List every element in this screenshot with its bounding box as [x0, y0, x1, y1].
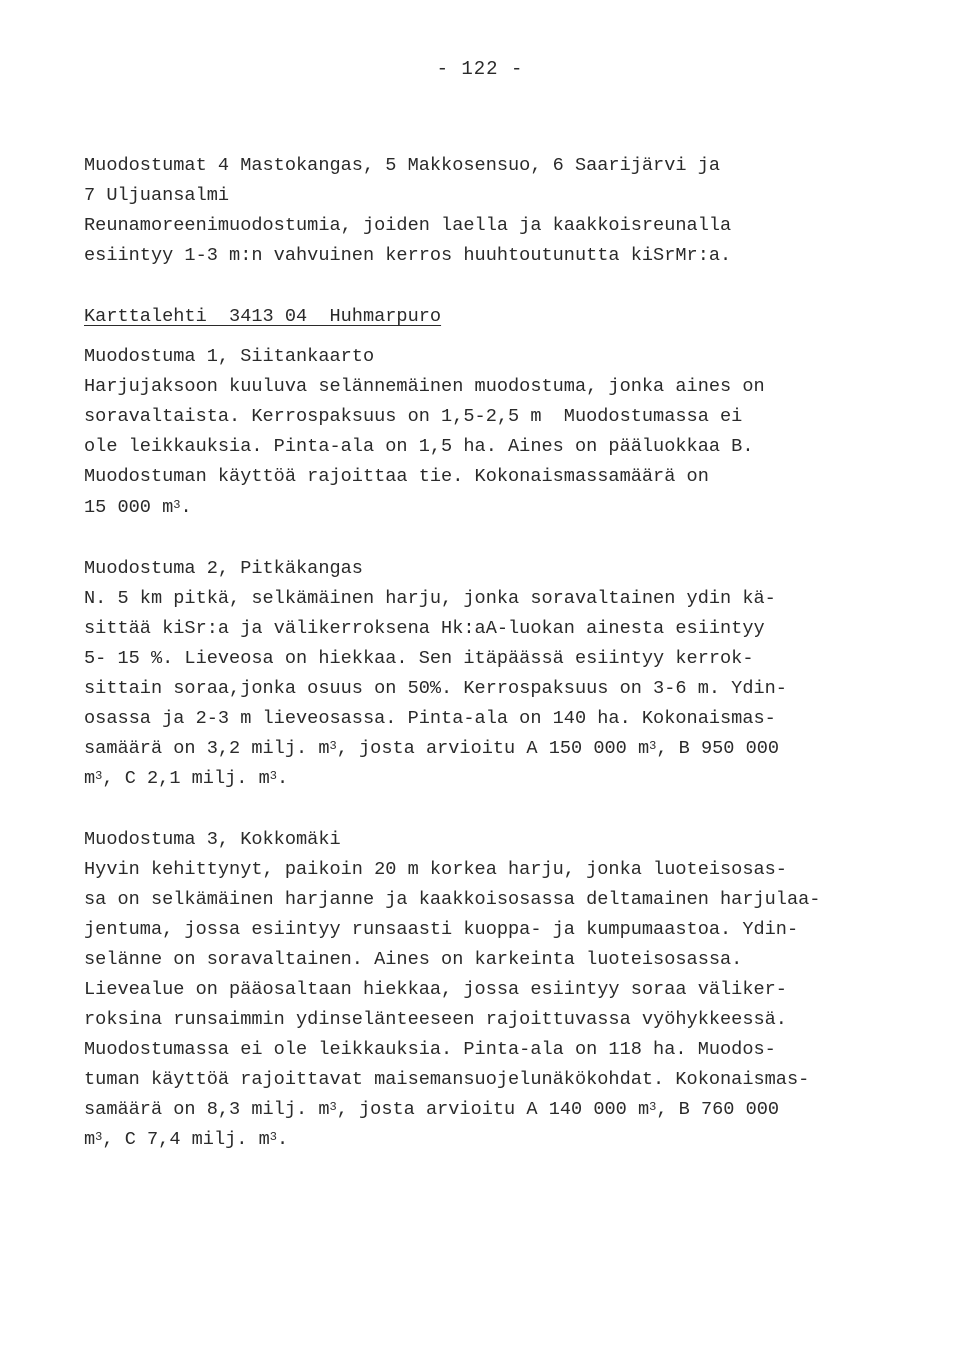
map-sheet-heading: Karttalehti 3413 04 Huhmarpuro: [84, 306, 442, 327]
text-line: sittain soraa,jonka osuus on 50%. Kerrospaksuus on 3-6 m. Ydin-: [84, 678, 787, 699]
text-line: ole leikkauksia. Pinta-ala on 1,5 ha. Aines on pääluokkaa B.: [84, 436, 754, 457]
volume-line: samäärä on 3,2 milj. $m^3$, josta arvioitu A 150 000 $m^3$, B 950 000: [84, 738, 780, 759]
text-line: sa on selkämäinen harjanne ja kaakkoisosassa deltamainen harjulaa-: [84, 889, 821, 910]
text-line: Muodostuma 3, Kokkomäki: [84, 829, 341, 850]
volume-line: 15 000 $m^3$.: [84, 497, 192, 518]
text-line: Muodostuman käyttöä rajoittaa tie. Kokonaismassamäärä on: [84, 466, 709, 487]
text-line: Reunamoreenimuodostumia, joiden laella ja kaakkoisreunalla: [84, 215, 732, 236]
text-line: jentuma, jossa esiintyy runsaasti kuoppa- ja kumpumaastoa. Ydin-: [84, 919, 799, 940]
text-line: Hyvin kehittynyt, paikoin 20 m korkea harju, jonka luoteisosas-: [84, 859, 787, 880]
text-line: soravaltaista. Kerrospaksuus on 1,5-2,5 m Muodostumassa ei: [84, 406, 743, 427]
text-line: roksina runsaimmin ydinselänteeseen rajoittuvassa vyöhykkeessä.: [84, 1009, 787, 1030]
text-line: 7 Uljuansalmi: [84, 185, 230, 206]
text-line: N. 5 km pitkä, selkämäinen harju, jonka soravaltainen ydin kä-: [84, 588, 776, 609]
text-line: Muodostuma 1, Siitankaarto: [84, 346, 375, 367]
text-line: Lievealue on pääosaltaan hiekkaa, jossa esiintyy soraa väliker-: [84, 979, 787, 1000]
text-line: tuman käyttöä rajoittavat maisemansuojelunäkökohdat. Kokonaismas-: [84, 1069, 810, 1090]
volume-line: $m^3$, C 2,1 milj. $m^3$.: [84, 768, 289, 789]
text-line: 5- 15 %. Lieveosa on hiekkaa. Sen itäpäässä esiintyy kerrok-: [84, 648, 754, 669]
text-line: Muodostumassa ei ole leikkauksia. Pinta-ala on 118 ha. Muodos-: [84, 1039, 776, 1060]
text-line: selänne on soravaltainen. Aines on karkeinta luoteisosassa.: [84, 949, 743, 970]
page-number: - 122 -: [436, 58, 524, 80]
text-line: sittää kiSr:a ja välikerroksena Hk:aA-luokan ainesta esiintyy: [84, 618, 765, 639]
text-line: Harjujaksoon kuuluva selännemäinen muodostuma, jonka aines on: [84, 376, 765, 397]
text-line: Muodostumat 4 Mastokangas, 5 Makkosensuo, 6 Saarijärvi ja: [84, 155, 721, 176]
text-line: Muodostuma 2, Pitkäkangas: [84, 558, 363, 579]
volume-line: $m^3$, C 7,4 milj. $m^3$.: [84, 1129, 289, 1150]
volume-line: samäärä on 8,3 milj. $m^3$, josta arvioitu A 140 000 $m^3$, B 760 000: [84, 1099, 780, 1120]
text-line: osassa ja 2-3 m lieveosassa. Pinta-ala on 140 ha. Kokonaismas-: [84, 708, 776, 729]
text-line: esiintyy 1-3 m:n vahvuinen kerros huuhtoutunutta kiSrMr:a.: [84, 245, 732, 266]
